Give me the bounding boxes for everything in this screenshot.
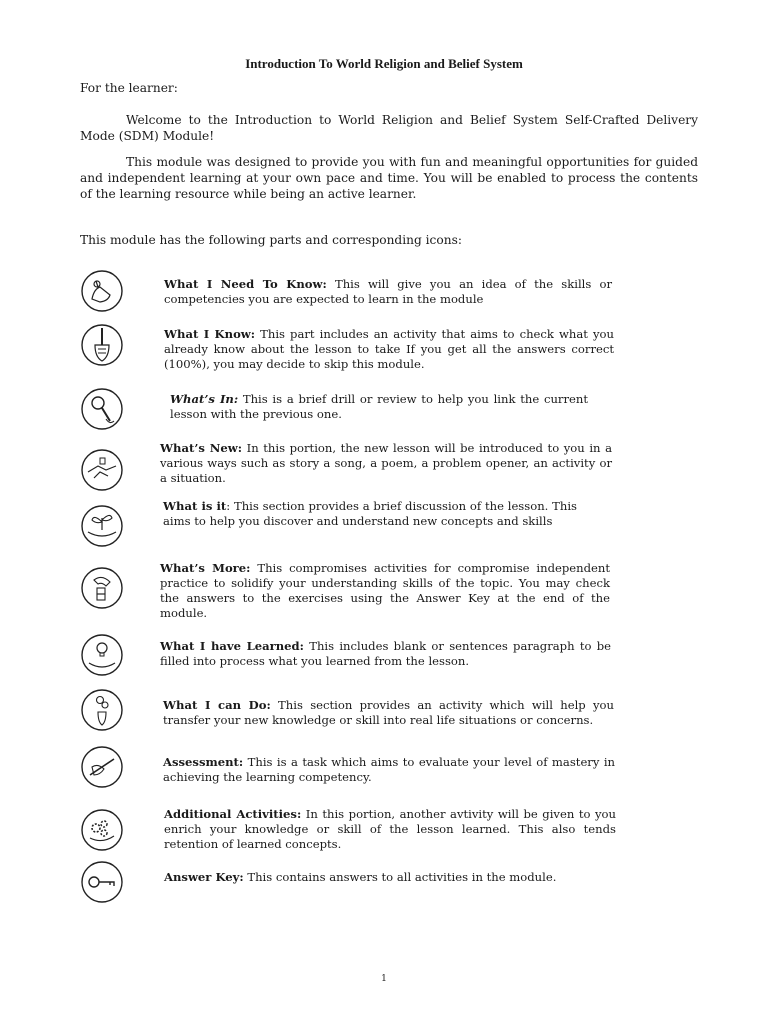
intro-parts-heading: This module has the following parts and corresponding icons: [80, 233, 462, 247]
intro-welcome: Welcome to the Introduction to World Religion and Belief System Self-Crafted Delivery Mode (SDM) Module! [80, 113, 698, 143]
part-additional-activities [164, 807, 616, 852]
part-label: What is it [163, 499, 227, 513]
part-text: This is a task which aims to evaluate your level of mastery in achieving the learning competency. [163, 755, 615, 784]
lightbulb-icon [80, 633, 124, 677]
part-answer-key [164, 870, 616, 885]
part-label: What’s In: [170, 392, 239, 406]
part-label: What I Need To Know: [164, 277, 327, 291]
part-text: This contains answers to all activities in the module. [243, 870, 557, 884]
part-what-is-it [163, 499, 577, 529]
part-what-i-have-learned [160, 639, 611, 669]
writing-hand-icon [80, 745, 124, 789]
part-label: Answer Key: [164, 870, 244, 884]
part-what-i-need-to-know [164, 277, 612, 307]
part-whats-more [160, 561, 610, 621]
part-label: What I Know: [164, 327, 256, 341]
part-text: : This section provides a brief discussion of the lesson. This aims to help you discover and understand new concepts and skills [163, 499, 577, 528]
gears-icon [80, 808, 124, 852]
part-label: What’s More: [160, 561, 251, 575]
intro-for-learner: For the learner: [80, 81, 178, 95]
part-label: What’s New: [160, 441, 243, 455]
plant-hand-icon [80, 504, 124, 548]
pencil-hand-icon [80, 323, 124, 367]
magnifier-icon [80, 387, 124, 431]
part-assessment [163, 755, 615, 785]
part-whats-new [160, 441, 612, 486]
gears-hand-icon [80, 688, 124, 732]
part-text: This compromises activities for compromise independent practice to solidify your understanding skills of the topic. You may check the answers to the exercises using the Answer Key at the end of the module. [160, 561, 611, 620]
handshake-icon [80, 448, 124, 492]
part-text: This will give you an idea of the skills or competencies you are expected to learn in the module [164, 277, 613, 306]
part-text: In this portion, another avtivity will be given to you enrich your knowledge or skill of the lesson learned. This also tends retention of learned concepts. [164, 807, 616, 851]
part-text: This includes blank or sentences paragraph to be filled into process what you learned from the lesson. [160, 639, 612, 668]
part-text: This part includes an activity that aims to check what you already know about the lesson to take If you get all the answers correct (100%), you may decide to skip this module. [164, 327, 614, 371]
part-label: What I have Learned: [160, 639, 304, 653]
page-number: 1 [381, 974, 387, 984]
intro-module-description: This module was designed to provide you with fun and meaningful opportunities for guided and independent learning at your own pace and time. You will be enabled to process the contents of the learning resource while being an active learner. [80, 155, 698, 201]
part-text: In this portion, the new lesson will be introduced to you in a various ways such as story a song, a poem, a problem opener, an activity or a situation. [160, 441, 612, 485]
part-text: This is a brief drill or review to help you link the current lesson with the previous one. [170, 392, 588, 421]
key-icon [80, 860, 124, 904]
page-title: Introduction To World Religion and Belief System [245, 56, 523, 71]
pointing-hand-icon [80, 269, 124, 313]
part-label: Assessment: [163, 755, 244, 769]
stacking-blocks-icon [80, 566, 124, 610]
part-what-i-know [164, 327, 614, 372]
part-whats-in [170, 392, 588, 422]
part-what-i-can-do [163, 698, 614, 728]
part-label: Additional Activities: [164, 807, 302, 821]
part-label: What I can Do: [163, 698, 271, 712]
part-text: This section provides an activity which will help you transfer your new knowledge or skill into real life situations or concerns. [163, 698, 614, 727]
